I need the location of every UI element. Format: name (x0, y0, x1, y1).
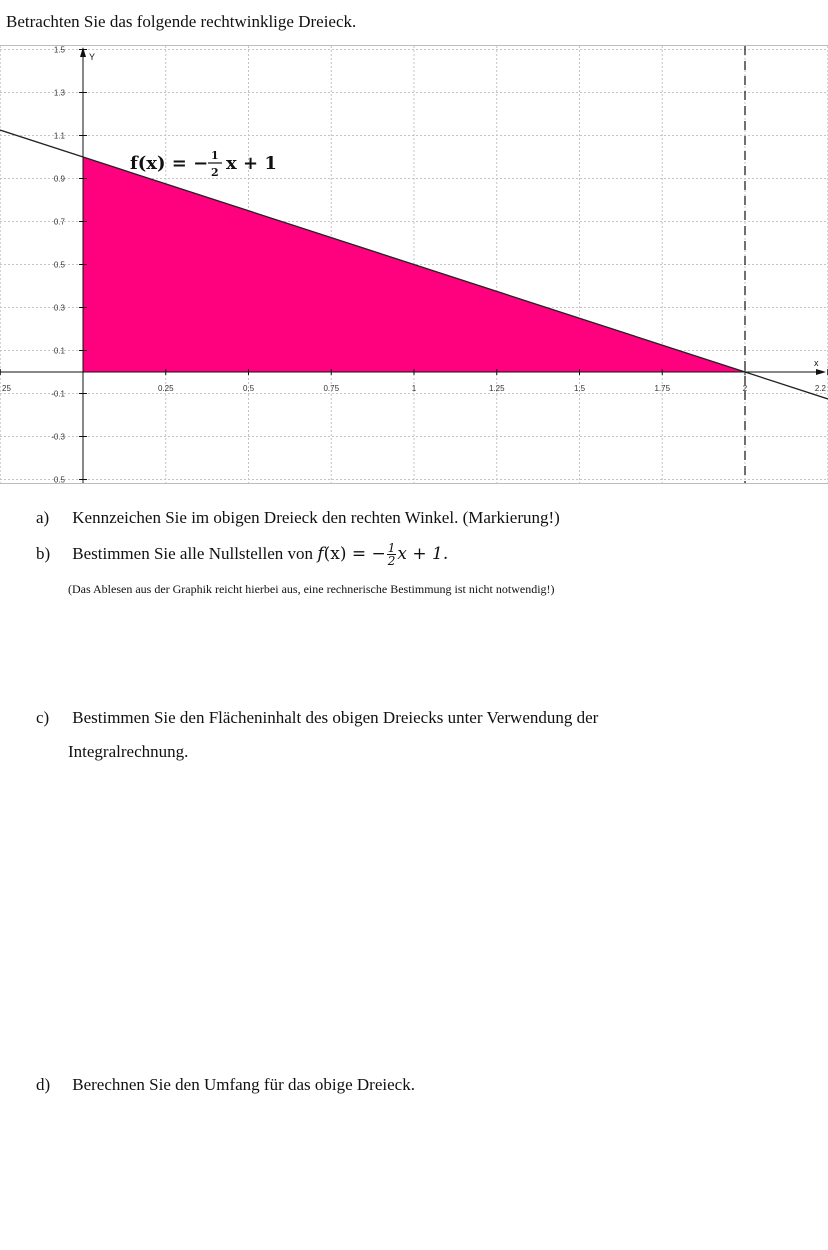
task-b-formula-f: f (317, 544, 324, 564)
x-tick-label-4: 1 (411, 384, 417, 393)
task-a-letter: a) (36, 508, 50, 527)
task-a (36, 506, 560, 530)
function-label-frac-num: 1 (211, 149, 219, 162)
x-tick-label-8: 2 (742, 384, 748, 393)
y-tick-label-4: 0.7 (53, 217, 65, 227)
y-tick-label-5: 0.5 (53, 260, 65, 270)
y-tick-label-2: 1.1 (53, 131, 65, 141)
y-tick-label-7: 0.1 (53, 346, 65, 356)
task-b-frac-num: 1 (387, 541, 396, 555)
task-d-letter: d) (36, 1075, 51, 1094)
intro-text: Betrachten Sie das folgende rechtwinklige Dreieck. (6, 12, 357, 31)
graph-canvas (0, 46, 828, 483)
x-tick-label-9: 2.2 (814, 384, 826, 393)
x-tick-label-6: 1.5 (573, 384, 586, 393)
y-axis-label: Y (89, 52, 96, 62)
task-c-letter: c) (36, 708, 50, 727)
x-tick-label-3: 0.75 (323, 384, 340, 393)
y-tick-label-0: 1.5 (53, 46, 65, 55)
task-b-text: Bestimmen Sie alle Nullstellen von (72, 544, 314, 563)
task-a-text: Kennzeichen Sie im obigen Dreieck den rechten Winkel. (Markierung!) (72, 508, 560, 527)
task-d-text: Berechnen Sie den Umfang für das obige Dreieck. (72, 1075, 415, 1094)
x-axis-label: x (814, 358, 819, 368)
y-tick-label-10: 0.5 (53, 475, 65, 483)
task-b (36, 542, 448, 567)
task-b-formula-mid: (x) = − (323, 544, 386, 564)
function-label (130, 153, 208, 174)
task-b-formula (317, 541, 449, 568)
y-tick-label-6: 0.3 (53, 303, 65, 313)
x-axis-arrow (816, 369, 826, 375)
task-b-fraction (387, 542, 397, 567)
x-tick-label-0: 25 (2, 384, 11, 393)
task-c-line2: Integralrechnung. (68, 742, 189, 761)
task-b-formula-suffix: x + 1. (397, 544, 449, 564)
task-d (36, 1073, 415, 1097)
triangle-graph (0, 45, 828, 484)
task-c (36, 706, 598, 764)
x-tick-label-7: 1.75 (654, 384, 671, 393)
x-tick-label-1: 0.25 (157, 384, 174, 393)
function-label-suffix: x + 1 (226, 153, 277, 174)
task-b-note: (Das Ablesen aus der Graphik reicht hierbei aus, eine rechnerische Bestimmung ist nicht notwendig!) (68, 582, 555, 596)
task-c-line1: Bestimmen Sie den Flächeninhalt des obigen Dreiecks unter Verwendung der (72, 708, 599, 727)
y-axis-arrow (80, 47, 86, 57)
y-tick-label-3: 0.9 (53, 174, 65, 184)
task-b-letter: b) (36, 544, 51, 563)
function-label-prefix: f(x) = − (130, 153, 209, 174)
task-b-frac-den: 2 (387, 554, 396, 568)
function-label-frac-den: 2 (211, 166, 219, 179)
x-tick-label-2: 0.5 (242, 384, 255, 393)
y-tick-label-1: 1.3 (53, 88, 65, 98)
y-tick-label-8: -0.1 (51, 389, 65, 399)
y-tick-label-9: -0.3 (51, 432, 65, 442)
x-tick-label-5: 1.25 (488, 384, 505, 393)
